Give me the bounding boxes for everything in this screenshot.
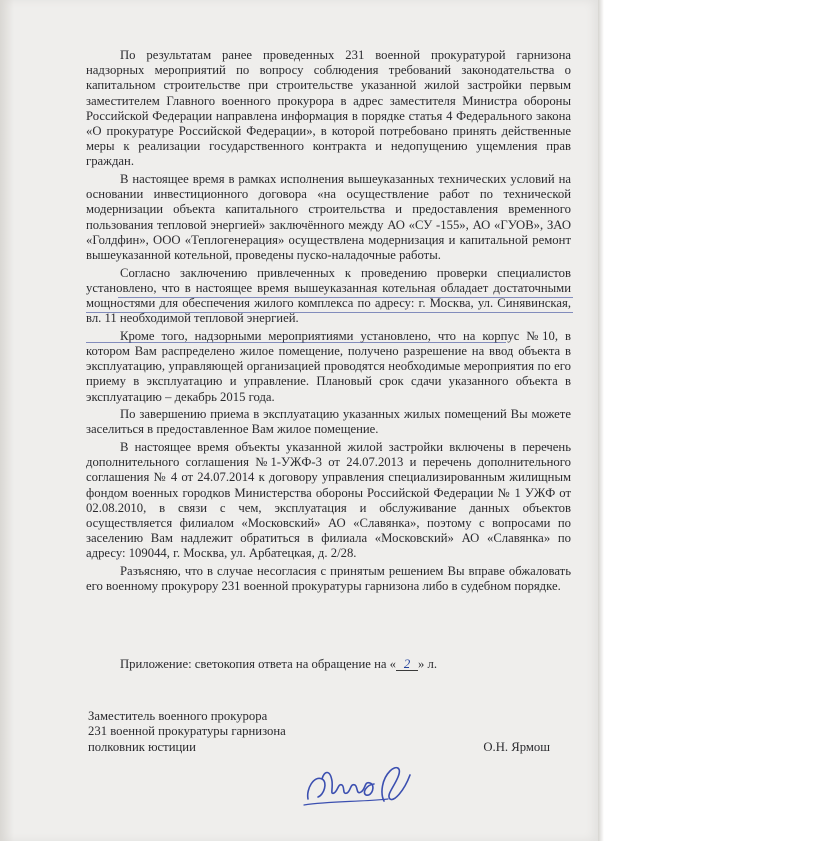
paragraph-3: Согласно заключению привлеченных к проведению проверки специалистов установлено, что в настоящее время вышеуказанная котельная обладает достаточными мощностями для обеспечения жилого комплекса по адресу: г. Москва, ул. Синявинская, вл. 11 необходимой тепловой энергией.: [86, 265, 571, 326]
signer-position: Заместитель военного прокурора: [88, 709, 268, 723]
attachment-suffix: » л.: [418, 657, 438, 671]
letter-body: [86, 48, 571, 597]
paragraph-1: По результатам ранее проведенных 231 военной прокуратурой гарнизона надзорных мероприятий по вопросу соблюдения требований законодательства о капитальном строительстве при строительстве указанной жилой застройки первым заместителем Главного военного прокурора в адрес заместителя Министра обороны Российской Федерации направлена информация в порядке статья 4 Федерального закона «О прокуратуре Российской Федерации», в которой потребовано принять действенные меры к реализации государственного контракта и недопущению ущемления прав граждан.: [86, 48, 571, 169]
paragraph-7: Разъясняю, что в случае несогласия с принятым решением Вы вправе обжаловать его военному прокурору 231 военной прокуратуры гарнизона либо в судебном порядке.: [86, 564, 571, 594]
page-edge: [598, 0, 604, 841]
paragraph-6: В настоящее время объекты указанной жилой застройки включены в перечень дополнительного соглашения №1-УЖФ-3 от 24.07.2013 и перечень дополнительного соглашения № 4 от 24.07.2014 к договору управления специализированным жилищным фондом военных городков Министерства обороны Российской Федерации № 1 УЖФ от 02.08.2010, в связи с чем, эксплуатация и обслуживание данных объектов осуществляется филиалом «Московский» АО «Славянка», поэтому с вопросами по заселению Вам надлежит обратиться в филиала «Московский» АО «Славянка» по адресу: 109044, г. Москва, ул. Арбатецкая, д. 2/28.: [86, 440, 571, 561]
attachment-line: [120, 657, 550, 672]
paragraph-2: В настоящее время в рамках исполнения вышеуказанных технических условий на основании инвестиционного договора «на осуществление работ по технической модернизации объекта капитального строительства и предоставления временного пользования тепловой энергией» заключённого между АО «СУ -155», АО «ГУОВ», ЗАО «Голдфин», ООО «Теплогенерация» осуществлена модернизация и капитальной ремонт вышеуказанной котельной, проведены пуско-наладочные работы.: [86, 172, 571, 263]
signer-office: 231 военной прокуратуры гарнизона: [88, 724, 286, 739]
signer-name: О.Н. Ярмош: [483, 739, 550, 754]
ink-underline-1: [118, 297, 573, 298]
signature-block: [88, 709, 558, 755]
paragraph-5: По завершению приема в эксплуатацию указанных жилых помещений Вы можете заселиться в предоставленное Вам жилое помещение.: [86, 407, 571, 437]
paragraph-4: Кроме того, надзорными мероприятиями установлено, что на корпус №10, в котором Вам распределено жилое помещение, получено разрешение на ввод объекта в эксплуатацию, управляющей организацией проводятся необходимые мероприятия по его приему в эксплуатацию и управление. Плановый срок сдачи указанного объекта в эксплуатацию – декабрь 2015 года.: [86, 328, 571, 404]
attachment-prefix: Приложение: светокопия ответа на обращение на «: [120, 657, 397, 671]
signer-rank: полковник юстиции: [88, 739, 196, 754]
ink-underline-3: [86, 342, 506, 343]
attachment-pages: 2: [396, 658, 418, 671]
ink-underline-2: [86, 312, 573, 313]
handwritten-signature: [300, 755, 420, 810]
